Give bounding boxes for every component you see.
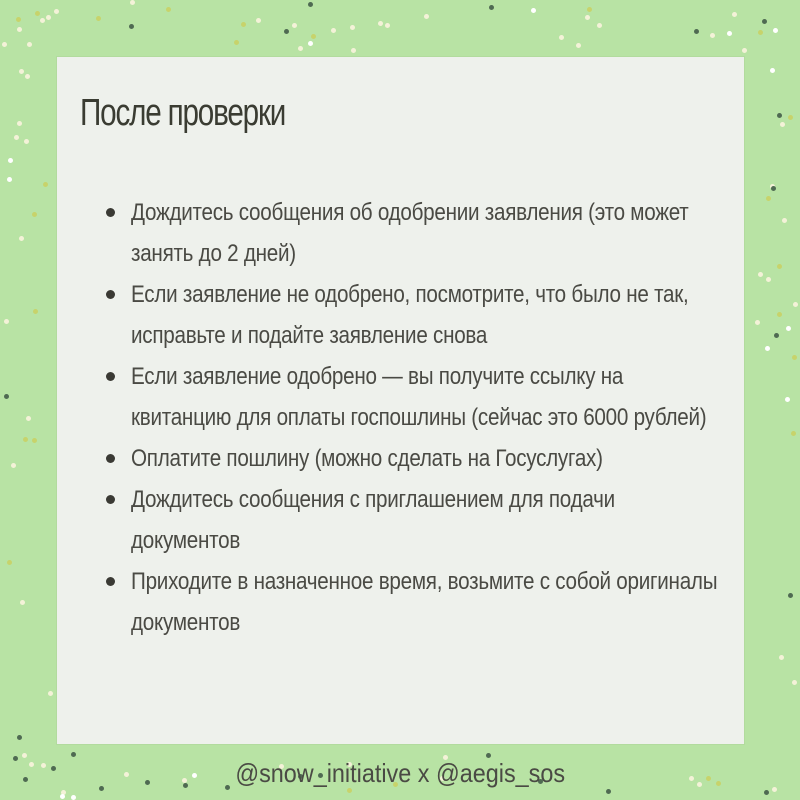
list-item xyxy=(104,561,724,643)
decorative-dot xyxy=(758,272,763,277)
decorative-dot xyxy=(350,25,355,30)
decorative-dot xyxy=(32,212,37,217)
decorative-dot xyxy=(60,794,65,799)
decorative-dot xyxy=(777,312,782,317)
decorative-dot xyxy=(559,35,564,40)
decorative-dot xyxy=(284,29,289,34)
decorative-dot xyxy=(793,302,798,307)
decorative-dot xyxy=(7,177,12,182)
decorative-dot xyxy=(762,19,767,24)
decorative-dot xyxy=(71,795,76,800)
list-item xyxy=(104,479,724,561)
decorative-dot xyxy=(23,437,28,442)
decorative-dot xyxy=(129,24,134,29)
decorative-dot xyxy=(7,560,12,565)
decorative-dot xyxy=(378,21,383,26)
decorative-dot xyxy=(43,182,48,187)
decorative-dot xyxy=(770,68,775,73)
decorative-dot xyxy=(771,186,776,191)
decorative-dot xyxy=(19,236,24,241)
decorative-dot xyxy=(234,40,239,45)
decorative-dot xyxy=(742,48,747,53)
decorative-dot xyxy=(17,121,22,126)
decorative-dot xyxy=(292,23,297,28)
decorative-dot xyxy=(785,397,790,402)
decorative-dot xyxy=(576,43,581,48)
decorative-dot xyxy=(4,394,9,399)
decorative-dot xyxy=(8,158,13,163)
list-item-text: Дождитесь сообщения об одобрении заявления (это может занять до 2 дней) xyxy=(131,199,689,267)
decorative-dot xyxy=(606,789,611,794)
decorative-dot xyxy=(96,16,101,21)
decorative-dot xyxy=(788,115,793,120)
decorative-dot xyxy=(780,122,785,127)
decorative-dot xyxy=(777,113,782,118)
decorative-dot xyxy=(130,0,135,5)
decorative-dot xyxy=(24,139,29,144)
decorative-dot xyxy=(597,23,602,28)
list-item xyxy=(104,274,724,356)
decorative-dot xyxy=(27,42,32,47)
decorative-dot xyxy=(308,41,313,46)
decorative-dot xyxy=(20,600,25,605)
bullet-icon xyxy=(106,577,115,586)
decorative-dot xyxy=(755,320,760,325)
page-title: После проверки xyxy=(80,92,286,134)
decorative-dot xyxy=(531,8,536,13)
decorative-dot xyxy=(17,27,22,32)
footer-handles xyxy=(0,758,800,789)
decorative-dot xyxy=(385,23,390,28)
decorative-dot xyxy=(782,218,787,223)
decorative-dot xyxy=(19,69,24,74)
footer-text: @snow_initiative x @aegis_sos xyxy=(235,758,565,788)
decorative-dot xyxy=(17,735,22,740)
decorative-dot xyxy=(256,18,261,23)
decorative-dot xyxy=(777,264,782,269)
bullet-icon xyxy=(106,495,115,504)
decorative-dot xyxy=(766,196,771,201)
decorative-dot xyxy=(773,28,778,33)
decorative-dot xyxy=(774,333,779,338)
decorative-dot xyxy=(2,42,7,47)
decorative-dot xyxy=(758,30,763,35)
decorative-dot xyxy=(241,22,246,27)
decorative-dot xyxy=(26,416,31,421)
decorative-dot xyxy=(16,17,21,22)
decorative-dot xyxy=(792,355,797,360)
decorative-dot xyxy=(727,31,732,36)
decorative-dot xyxy=(765,346,770,351)
decorative-dot xyxy=(4,319,9,324)
decorative-dot xyxy=(788,593,793,598)
decorative-dot xyxy=(298,46,303,51)
bullet-icon xyxy=(106,454,115,463)
decorative-dot xyxy=(764,790,769,795)
decorative-dot xyxy=(710,33,715,38)
decorative-dot xyxy=(424,14,429,19)
steps-list xyxy=(104,192,724,643)
decorative-dot xyxy=(311,34,316,39)
decorative-dot xyxy=(766,277,771,282)
decorative-dot xyxy=(14,135,19,140)
list-item-text: Дождитесь сообщения с приглашением для подачи документов xyxy=(131,486,615,554)
decorative-dot xyxy=(71,752,76,757)
bullet-icon xyxy=(106,208,115,217)
decorative-dot xyxy=(792,680,797,685)
decorative-dot xyxy=(46,15,51,20)
list-item-text: Приходите в назначенное время, возьмите с собой оригиналы документов xyxy=(131,568,718,636)
decorative-dot xyxy=(22,753,27,758)
decorative-dot xyxy=(489,5,494,10)
decorative-dot xyxy=(35,11,40,16)
list-item xyxy=(104,192,724,274)
list-item-text: Оплатите пошлину (можно сделать на Госуслугах) xyxy=(131,445,603,472)
bullet-icon xyxy=(106,290,115,299)
decorative-dot xyxy=(11,463,16,468)
decorative-dot xyxy=(786,326,791,331)
decorative-dot xyxy=(587,7,592,12)
list-item xyxy=(104,438,724,479)
list-item xyxy=(104,356,724,438)
decorative-dot xyxy=(48,691,53,696)
decorative-dot xyxy=(33,309,38,314)
decorative-dot xyxy=(585,15,590,20)
decorative-dot xyxy=(732,12,737,17)
decorative-dot xyxy=(54,9,59,14)
decorative-dot xyxy=(779,655,784,660)
decorative-dot xyxy=(308,2,313,7)
decorative-dot xyxy=(694,29,699,34)
decorative-dot xyxy=(32,438,37,443)
decorative-dot xyxy=(25,74,30,79)
decorative-dot xyxy=(40,18,45,23)
decorative-dot xyxy=(351,48,356,53)
list-item-text: Если заявление не одобрено, посмотрите, что было не так, исправьте и подайте заявление снова xyxy=(131,281,689,349)
decorative-dot xyxy=(331,28,336,33)
decorative-dot xyxy=(791,431,796,436)
list-item-text: Если заявление одобрено — вы получите ссылку на квитанцию для оплаты госпошлины (сейчас это 6000 рублей) xyxy=(131,363,707,431)
decorative-dot xyxy=(166,7,171,12)
bullet-icon xyxy=(106,372,115,381)
